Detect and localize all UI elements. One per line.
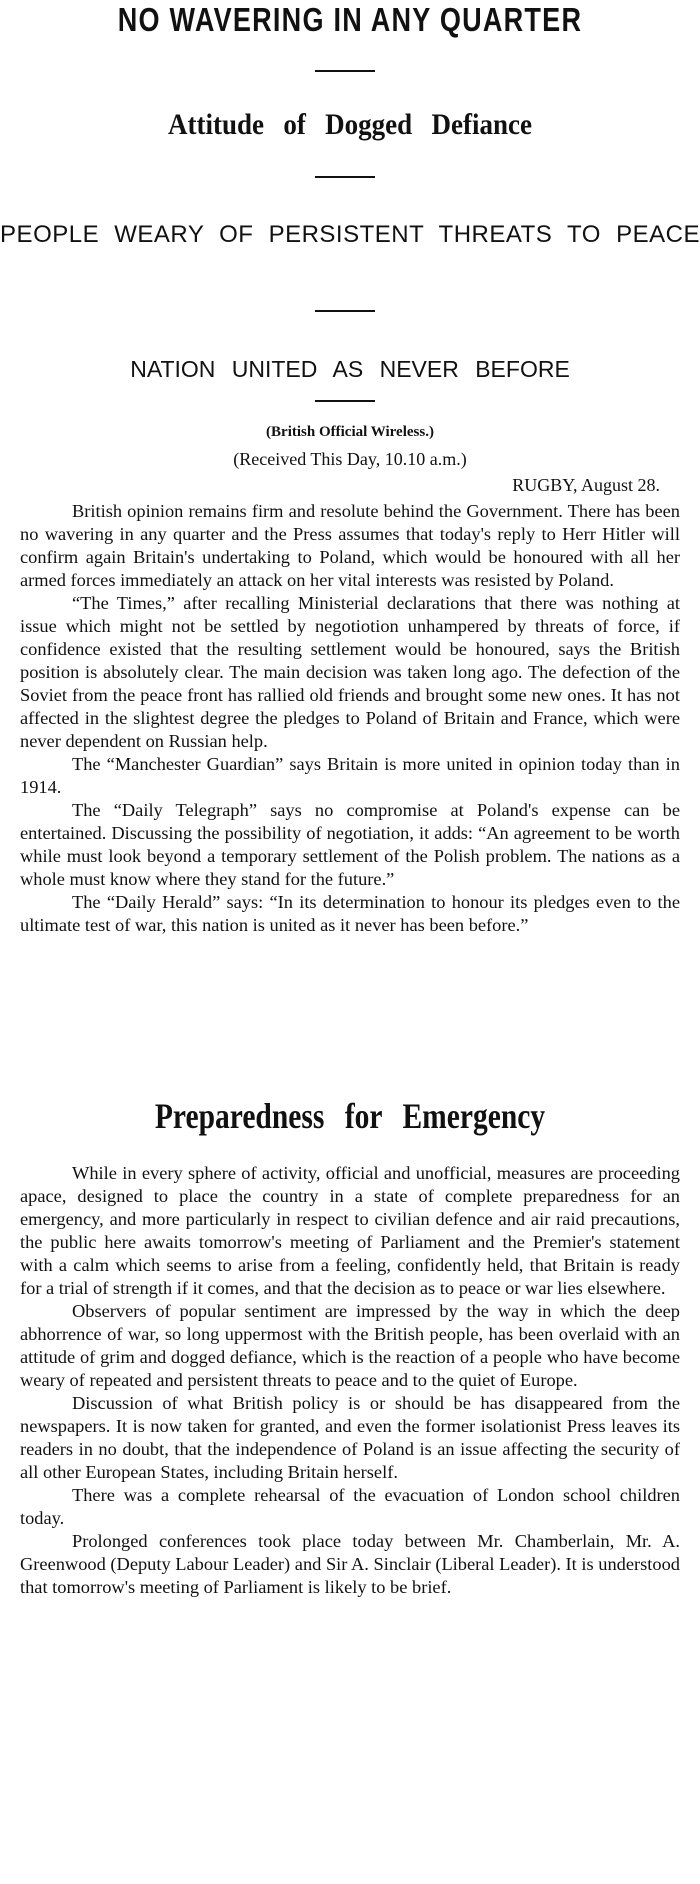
paragraph: The “Manchester Guardian” says Britain is more united in opinion today than in 1914. bbox=[20, 754, 680, 797]
divider-rule bbox=[315, 310, 375, 312]
source-line: (British Official Wireless.) bbox=[266, 424, 434, 440]
dateline: RUGBY, August 28. bbox=[512, 475, 660, 495]
paragraph: British opinion remains firm and resolute behind the Government. There has been no wavering in any quarter and the Press assumes that today's reply to Herr Hitler will confirm again Britain's undertaking to Poland, which would be honoured with all her armed forces immediately an attack on her vital interests was resisted by Poland. bbox=[20, 501, 680, 590]
paragraph: While in every sphere of activity, official and unofficial, measures are proceeding apace, designed to place the country in a state of complete preparedness for an emergency, and more particularly in respect to civilian defence and air raid precautions, the public here awaits tomorrow's meeting of Parliament and the Premier's statement with a calm which seems to arise from a feeling, confidently held, that Britain is ready for a trial of strength if it comes, and that the decision as to peace or war lies elsewhere. bbox=[20, 1163, 680, 1298]
article-body-1 bbox=[20, 500, 680, 937]
received-line: (Received This Day, 10.10 a.m.) bbox=[233, 449, 467, 469]
paragraph: Discussion of what British policy is or should be has disappeared from the newspapers. It is now taken for granted, and even the former isolationist Press leaves its readers in no doubt, that the independence of Poland is an issue affecting the security of all other European States, including Britain herself. bbox=[20, 1393, 680, 1482]
headline: NO WAVERING IN ANY QUARTER bbox=[117, 1, 583, 38]
paragraph: Observers of popular sentiment are impressed by the way in which the deep abhorrence of war, so long uppermost with the British people, has been overlaid with an attitude of grim and dogged defiance, which is the reaction of a people who have become weary of repeated and persistent threats to peace and to the quiet of Europe. bbox=[20, 1301, 680, 1390]
subhead-weary: PEOPLE WEARY OF PERSISTENT THREATS TO PEACE bbox=[0, 221, 700, 248]
divider-rule bbox=[315, 176, 375, 178]
divider-rule bbox=[315, 400, 375, 402]
subhead-attitude: Attitude of Dogged Defiance bbox=[168, 108, 532, 141]
paragraph: The “Daily Telegraph” says no compromise at Poland's expense can be entertained. Discussing the possibility of negotiation, it adds: “An agreement to be worth while must look beyond a temporary settlement of the Polish problem. The nations as a whole must know where they stand for the future.” bbox=[20, 800, 680, 889]
paragraph: “The Times,” after recalling Ministerial declarations that there was nothing at issue which might not be settled by negotiotion unhampered by threats of force, if confidence existed that the resulting settlement would be honoured, says the British position is absolutely clear. The main decision was taken long ago. The defection of the Soviet from the peace front has rallied old friends and brought some new ones. It has not affected in the slightest degree the pledges to Poland of Britain and France, which were never dependent on Russian help. bbox=[20, 593, 680, 751]
paragraph: The “Daily Herald” says: “In its determination to honour its pledges even to the ultimate test of war, this nation is united as it never has been before.” bbox=[20, 892, 680, 935]
paragraph: Prolonged conferences took place today between Mr. Chamberlain, Mr. A. Greenwood (Deputy Labour Leader) and Sir A. Sinclair (Liberal Leader). It is understood that tomorrow's meeting of Parliament is likely to be brief. bbox=[20, 1531, 680, 1597]
article-body-2 bbox=[20, 1162, 680, 1599]
paragraph: There was a complete rehearsal of the evacuation of London school children today. bbox=[20, 1485, 680, 1528]
subhead-united: NATION UNITED AS NEVER BEFORE bbox=[130, 356, 570, 382]
section-heading-preparedness: Preparedness for Emergency bbox=[154, 1096, 546, 1136]
divider-rule bbox=[315, 70, 375, 72]
